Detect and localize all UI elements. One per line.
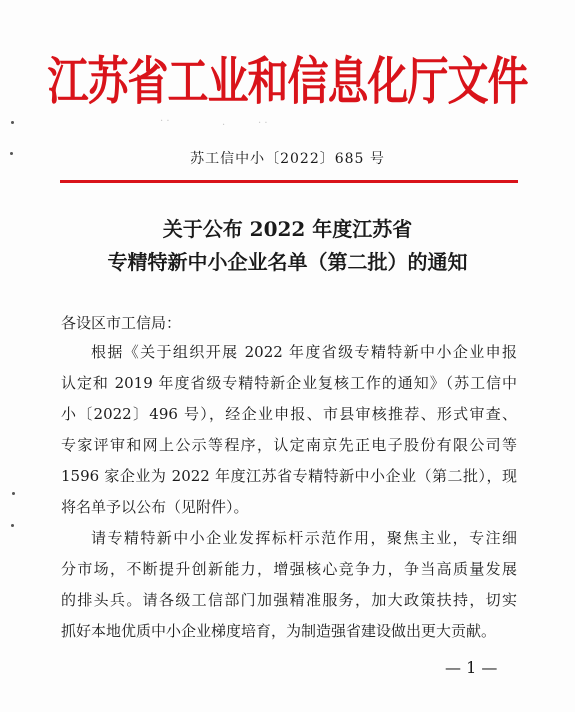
page-number: — 1 — <box>445 658 498 677</box>
body-line: 请专精特新中小企业发挥标杆示范作用，聚焦主业，专注细 <box>91 529 517 547</box>
bleed-through-mark: · <box>222 120 226 131</box>
bleed-through-mark: · · <box>258 118 268 129</box>
body-line: 将名单予以公布（见附件）。 <box>61 498 249 516</box>
body-line: 认定和 2019 年度省级专精特新企业复核工作的通知》（苏工信中 <box>61 374 517 392</box>
document-header-title: 江苏省工业和信息化厅文件 <box>47 51 528 112</box>
red-divider-line <box>60 180 518 183</box>
scan-speck <box>12 492 15 495</box>
notice-title <box>0 213 575 279</box>
body-line: 抓好本地优质中小企业梯度培育，为制造强省建设做出更大贡献。 <box>61 622 497 640</box>
addressee: 各设区市工信局： <box>61 314 182 332</box>
body-line: 根据《关于组织开展 2022 年度省级专精特新中小企业申报 <box>91 343 517 361</box>
scan-speck <box>11 121 14 124</box>
scan-speck <box>11 524 14 527</box>
body-line: 小〔2022〕496 号），经企业申报、市县审核推荐、形式审查、 <box>61 405 517 423</box>
body-line: 分市场，不断提升创新能力，增强核心竞争力，争当高质量发展 <box>61 560 517 578</box>
body-line: 1596 家企业为 2022 年度江苏省专精特新中小企业（第二批），现 <box>61 467 517 485</box>
document-number: 苏工信中小〔2022〕685 号 <box>190 151 385 167</box>
body-line: 的排头兵。请各级工信部门加强精准服务，加大政策扶持，切实 <box>61 591 517 609</box>
bleed-through-mark: · · <box>160 116 170 127</box>
body-line: 专家评审和网上公示等程序，认定南京先正电子股份有限公司等 <box>61 436 517 454</box>
notice-title-line: 关于公布 2022 年度江苏省 <box>162 217 413 241</box>
notice-title-line: 专精特新中小企业名单（第二批）的通知 <box>107 250 468 274</box>
